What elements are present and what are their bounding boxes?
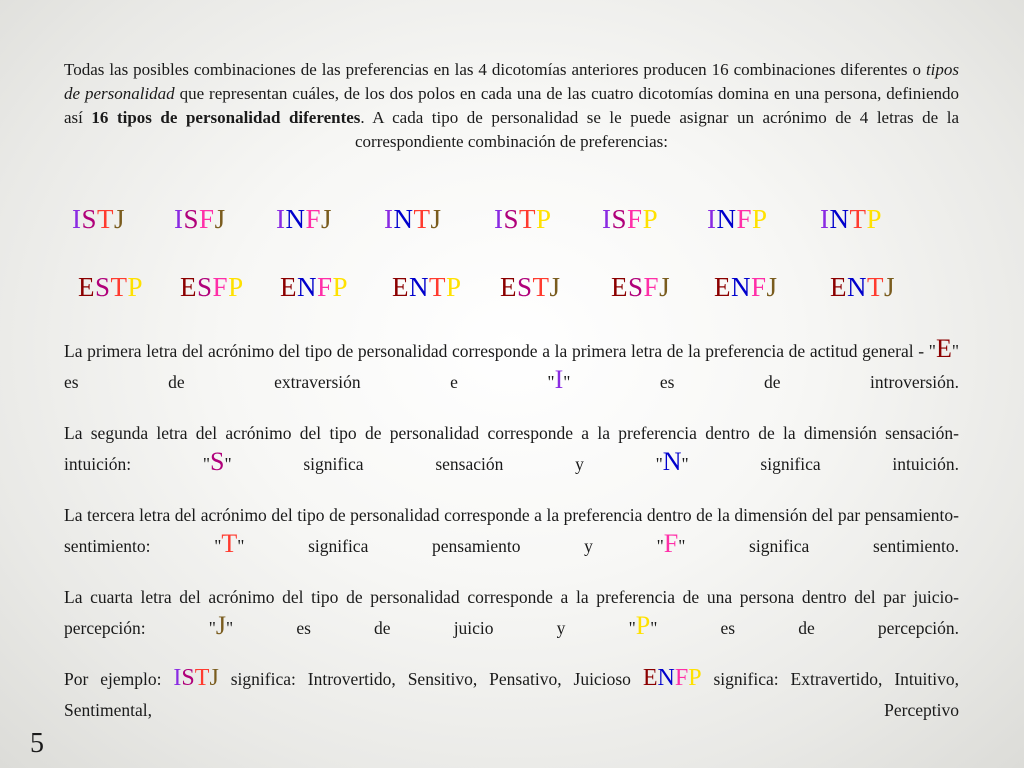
type-letter-e: E <box>642 665 658 691</box>
type-letter-j: J <box>209 665 219 691</box>
type-letter-f: F <box>317 272 333 302</box>
type-istp <box>494 199 552 239</box>
type-enfj <box>714 267 778 307</box>
type-letter-e: E <box>392 272 409 302</box>
intro-text-2: que representan cuáles, de los dos polos en cada una de las cuatro dicotomías domina en una persona, definiendo así <box>64 84 959 127</box>
intro-bold: 16 tipos de personalidad diferentes <box>91 108 361 127</box>
page-number: 5 <box>30 728 44 759</box>
type-letter-n: N <box>297 272 317 302</box>
type-letter-i: I <box>707 204 717 234</box>
type-letter-j: J <box>114 204 126 234</box>
para3-text-1: La tercera letra del acrónimo del tipo de personalidad corresponde a la preferencia dentro de la dimensión del par pensamiento-sentimiento: " <box>64 505 959 556</box>
type-letter-n: N <box>657 665 675 691</box>
type-letter-p: P <box>127 272 144 302</box>
type-letter-t: T <box>429 272 446 302</box>
type-esfj <box>611 267 670 307</box>
letter-f: F <box>663 529 679 558</box>
type-letter-t: T <box>110 272 128 302</box>
type-letter-i: I <box>174 204 184 234</box>
type-letter-i: I <box>173 665 182 691</box>
type-letter-s: S <box>517 272 533 302</box>
type-entj <box>830 267 895 307</box>
type-letter-n: N <box>716 204 737 234</box>
type-letter-e: E <box>78 272 95 302</box>
example-desc-1: significa: Introvertido, Sensitivo, Pensativo, Juicioso <box>218 669 643 689</box>
type-letter-s: S <box>503 204 520 234</box>
letter-e: E <box>935 334 952 363</box>
type-infj <box>276 199 332 239</box>
paragraph-fourth-letter <box>64 582 959 644</box>
paragraph-first-letter <box>64 336 959 398</box>
type-letter-p: P <box>536 204 552 234</box>
type-intj <box>384 199 442 239</box>
type-letter-s: S <box>81 204 98 234</box>
letter-i: I <box>554 365 564 394</box>
type-letter-i: I <box>602 204 612 234</box>
type-letter-p: P <box>228 272 244 302</box>
intro-text-1: Todas las posibles combinaciones de las preferencias en las 4 dicotomías anteriores producen 16 combinaciones diferentes o <box>64 60 926 79</box>
type-letter-t: T <box>849 204 867 234</box>
explanation-paragraphs <box>64 336 959 726</box>
para3-text-2: " significa pensamiento y " <box>237 536 664 556</box>
type-letter-f: F <box>751 272 767 302</box>
type-letter-e: E <box>280 272 297 302</box>
letter-p: P <box>635 611 651 640</box>
type-letter-t: T <box>867 272 884 302</box>
type-letter-s: S <box>95 272 111 302</box>
type-letter-p: P <box>642 204 659 234</box>
para3-text-3: " significa sentimiento. <box>678 536 960 556</box>
type-intp <box>820 199 882 239</box>
paragraph-third-letter <box>64 500 959 562</box>
type-letter-t: T <box>194 665 210 691</box>
types-row-introverted <box>0 199 1024 239</box>
type-letter-n: N <box>393 204 414 234</box>
type-letter-s: S <box>611 204 628 234</box>
type-letter-j: J <box>659 272 671 302</box>
para2-text-2: " significa sensación y " <box>224 454 663 474</box>
type-letter-p: P <box>752 204 768 234</box>
type-letter-j: J <box>549 272 561 302</box>
letter-j: J <box>215 611 227 640</box>
type-letter-t: T <box>532 272 550 302</box>
type-estp <box>78 267 143 307</box>
intro-paragraph <box>64 58 959 154</box>
type-letter-f: F <box>199 204 215 234</box>
para1-text-1: La primera letra del acrónimo del tipo de personalidad corresponde a la primera letra de la preferencia de actitud general - " <box>64 341 936 361</box>
type-letter-t: T <box>519 204 537 234</box>
type-letter-e: E <box>180 272 197 302</box>
paragraph-example <box>64 664 959 726</box>
type-letter-f: F <box>212 272 229 302</box>
type-letter-e: E <box>611 272 628 302</box>
type-letter-j: J <box>430 204 442 234</box>
type-letter-f: F <box>674 665 689 691</box>
type-letter-f: F <box>305 204 322 234</box>
type-letter-i: I <box>384 204 394 234</box>
type-letter-n: N <box>285 204 306 234</box>
letter-s: S <box>209 447 225 476</box>
type-letter-p: P <box>866 204 883 234</box>
type-letter-s: S <box>197 272 213 302</box>
intro-italic: tipos de personalidad <box>64 60 959 103</box>
type-letter-j: J <box>214 204 226 234</box>
type-letter-i: I <box>494 204 504 234</box>
type-letter-j: J <box>766 272 778 302</box>
letter-n: N <box>662 447 682 476</box>
type-letter-j: J <box>884 272 896 302</box>
type-letter-n: N <box>829 204 850 234</box>
type-esfp <box>180 267 244 307</box>
type-letter-e: E <box>830 272 847 302</box>
type-letter-i: I <box>820 204 830 234</box>
para2-text-1: La segunda letra del acrónimo del tipo de personalidad corresponde a la preferencia dentro de la dimensión sensación-intuición: " <box>64 423 959 474</box>
type-letter-t: T <box>97 204 115 234</box>
para4-text-2: " es de juicio y " <box>226 618 636 638</box>
type-letter-f: F <box>627 204 643 234</box>
example-desc-2: significa: Extravertido, Intuitivo, Sentimental, Perceptivo <box>64 669 959 720</box>
type-letter-e: E <box>714 272 731 302</box>
type-infp <box>707 199 768 239</box>
example-lead: Por ejemplo: <box>64 669 174 689</box>
type-isfp <box>602 199 658 239</box>
type-letter-p: P <box>332 272 349 302</box>
type-isfj <box>174 199 226 239</box>
para4-text-1: La cuarta letra del acrónimo del tipo de personalidad corresponde a la preferencia de una persona dentro del par juicio-percepción: " <box>64 587 959 638</box>
type-enfp <box>280 267 348 307</box>
type-letter-j: J <box>321 204 333 234</box>
type-letter-s: S <box>181 665 195 691</box>
type-entp <box>392 267 462 307</box>
type-letter-f: F <box>643 272 660 302</box>
para1-text-3: " es de introversión. <box>563 372 959 392</box>
type-letter-n: N <box>847 272 867 302</box>
type-istj <box>72 199 125 239</box>
type-letter-n: N <box>409 272 429 302</box>
type-letter-i: I <box>276 204 286 234</box>
type-letter-n: N <box>731 272 751 302</box>
type-letter-t: T <box>413 204 431 234</box>
type-letter-p: P <box>446 272 462 302</box>
para2-text-3: " significa intuición. <box>681 454 959 474</box>
letter-t: T <box>221 529 238 558</box>
para1-text-2: " es de extraversión e " <box>64 341 959 392</box>
type-estj <box>500 267 561 307</box>
para4-text-3: " es de percepción. <box>650 618 959 638</box>
type-letter-e: E <box>500 272 517 302</box>
types-row-extraverted <box>0 267 1024 307</box>
example-type-istj <box>173 665 218 691</box>
paragraph-second-letter <box>64 418 959 480</box>
type-letter-f: F <box>736 204 753 234</box>
example-type-enfp <box>643 665 702 691</box>
type-letter-s: S <box>183 204 200 234</box>
type-letter-p: P <box>688 665 702 691</box>
intro-text-3: . A cada tipo de personalidad se le puede asignar un acrónimo de 4 letras de la correspondiente combinación de preferencias: <box>355 108 960 151</box>
type-letter-s: S <box>628 272 644 302</box>
type-letter-i: I <box>72 204 82 234</box>
